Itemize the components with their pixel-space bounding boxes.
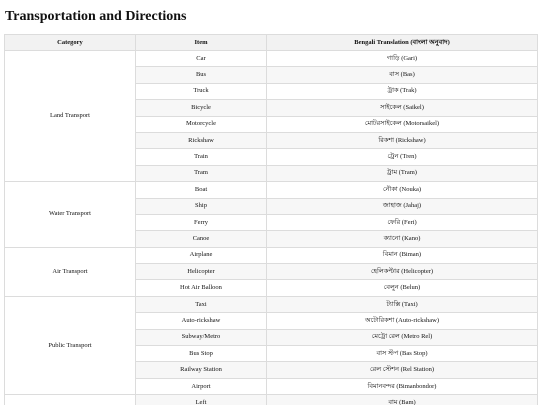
item-cell: Bus Stop [136, 346, 267, 362]
bengali-translation-cell: সাইকেল (Saikel) [267, 100, 538, 116]
item-cell: Railway Station [136, 362, 267, 378]
item-cell: Bicycle [136, 100, 267, 116]
bengali-translation-cell: বাস (Bas) [267, 67, 538, 83]
item-cell: Truck [136, 83, 267, 99]
bengali-translation-cell: রিকশা (Rickshaw) [267, 132, 538, 148]
table-row [5, 182, 538, 198]
bengali-translation-cell: ক্যানো (Kano) [267, 231, 538, 247]
item-cell: Car [136, 51, 267, 67]
bengali-translation-cell: মেট্রো রেল (Metro Rel) [267, 329, 538, 345]
bengali-translation-cell: নৌকা (Nouka) [267, 182, 538, 198]
column-header-bengali: Bengali Translation (বাংলা অনুবাদ) [267, 35, 538, 51]
category-cell: Air Transport [5, 247, 136, 296]
item-cell: Left [136, 395, 267, 405]
item-cell: Ferry [136, 214, 267, 230]
table-row [5, 395, 538, 405]
table-row [5, 247, 538, 263]
bengali-translation-cell: ট্রেন (Tren) [267, 149, 538, 165]
column-header-category: Category [5, 35, 136, 51]
table-row [5, 51, 538, 67]
table-header-row [5, 35, 538, 51]
category-cell: Public Transport [5, 296, 136, 394]
item-cell: Airplane [136, 247, 267, 263]
item-cell: Auto-rickshaw [136, 313, 267, 329]
item-cell: Tram [136, 165, 267, 181]
bengali-translation-cell: ট্রাম (Tram) [267, 165, 538, 181]
item-cell: Bus [136, 67, 267, 83]
item-cell: Ship [136, 198, 267, 214]
bengali-translation-cell: ফেরি (Feri) [267, 214, 538, 230]
bengali-translation-cell: ট্রাক (Trak) [267, 83, 538, 99]
item-cell: Helicopter [136, 264, 267, 280]
item-cell: Taxi [136, 296, 267, 312]
bengali-translation-cell: বাস স্টপ (Bas Stop) [267, 346, 538, 362]
category-cell: Land Transport [5, 51, 136, 182]
bengali-translation-cell: অটোরিকশা (Auto-rickshaw) [267, 313, 538, 329]
item-cell: Motorcycle [136, 116, 267, 132]
bengali-translation-cell: বাম (Bam) [267, 395, 538, 405]
vocabulary-table [4, 34, 538, 405]
item-cell: Canoe [136, 231, 267, 247]
item-cell: Train [136, 149, 267, 165]
category-cell: Water Transport [5, 182, 136, 248]
bengali-translation-cell: বেলুন (Belun) [267, 280, 538, 296]
item-cell: Airport [136, 378, 267, 394]
bengali-translation-cell: গাড়ি (Gari) [267, 51, 538, 67]
bengali-translation-cell: মোটরসাইকেল (Motorsaikel) [267, 116, 538, 132]
bengali-translation-cell: রেল স্টেশন (Rel Station) [267, 362, 538, 378]
item-cell: Subway/Metro [136, 329, 267, 345]
table-row [5, 296, 538, 312]
bengali-translation-cell: বিমান (Biman) [267, 247, 538, 263]
item-cell: Hot Air Balloon [136, 280, 267, 296]
bengali-translation-cell: বিমানবন্দর (Bimanbondor) [267, 378, 538, 394]
page-title: Transportation and Directions [5, 9, 187, 24]
bengali-translation-cell: জাহাজ (Jahaj) [267, 198, 538, 214]
bengali-translation-cell: হেলিকপ্টার (Helicopter) [267, 264, 538, 280]
category-cell [5, 395, 136, 405]
table-body [5, 51, 538, 405]
bengali-translation-cell: ট্যাক্সি (Taxi) [267, 296, 538, 312]
column-header-item: Item [136, 35, 267, 51]
item-cell: Rickshaw [136, 132, 267, 148]
item-cell: Boat [136, 182, 267, 198]
